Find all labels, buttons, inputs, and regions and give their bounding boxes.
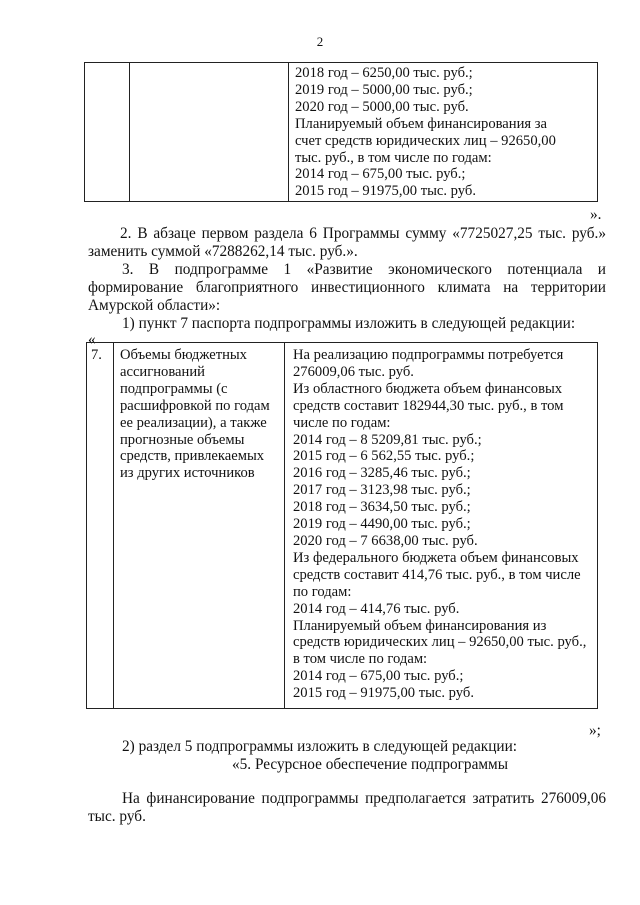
text-line: Планируемый объем финансирования за (295, 115, 548, 132)
label-line: прогнозные объемы (120, 431, 245, 448)
label-line: средств, привлекаемых (120, 448, 265, 465)
final-paragraph-line-2: тыс. руб. (88, 808, 146, 825)
text-line: 2020 год – 5000,00 тыс. руб. (295, 98, 469, 115)
content-line: На реализацию подпрограммы потребуется (293, 347, 564, 363)
content-line: 2020 год – 7 6638,00 тыс. руб. (293, 532, 478, 549)
content-line: средств составит 414,76 тыс. руб., в том числе (293, 566, 581, 583)
closing-quote: ». (590, 206, 602, 223)
item-2: 2) раздел 5 подпрограммы изложить в следующей редакции: (122, 738, 518, 755)
closing-quote: »; (589, 722, 601, 739)
row-label (114, 343, 285, 709)
section-title: «5. Ресурсное обеспечение подпрограммы (232, 756, 508, 773)
text-line: 2014 год – 675,00 тыс. руб.; (295, 166, 466, 183)
content-line: Из областного бюджета объем финансовых (293, 380, 563, 397)
funding-table-continued (84, 62, 598, 202)
table-cell-empty (85, 63, 130, 202)
text-line: 2015 год – 91975,00 тыс. руб. (295, 183, 476, 200)
label-line: ее реализации), а также (120, 414, 267, 431)
paragraph-3-line-1: 3. В подпрограмме 1 «Развитие экономического потенциала и (122, 261, 606, 278)
row-number (87, 343, 114, 709)
text-line: счет средств юридических лиц – 92650,00 (295, 132, 556, 149)
paragraph-3-line-3: Амурской области»: (88, 297, 221, 314)
final-paragraph-line-1: На финансирование подпрограммы предполагается затратить 276009,06 (122, 790, 606, 807)
label-line: из других источников (120, 465, 255, 482)
paragraph-3-line-2: формирование благоприятного инвестиционного климата на территории (88, 279, 606, 296)
item-1: 1) пункт 7 паспорта подпрограммы изложить в следующей редакции: (122, 315, 576, 332)
content-line: 2014 год – 8 5209,81 тыс. руб.; (293, 431, 482, 448)
content-line: Из федерального бюджета объем финансовых (293, 549, 579, 566)
label-line: подпрограммы (с (120, 380, 228, 397)
text-line: 2019 год – 5000,00 тыс. руб.; (295, 81, 473, 98)
row-content (285, 343, 598, 709)
content-line: средств составит 182944,30 тыс. руб., в том (293, 397, 564, 414)
content-line: числе по годам: (293, 414, 391, 431)
content-line: средств юридических лиц – 92650,00 тыс. руб., (293, 634, 587, 651)
table-cell-funding (289, 63, 598, 202)
page-number: 2 (316, 34, 324, 49)
paragraph-2-line-2: заменить суммой «7288262,14 тыс. руб.». (88, 243, 358, 260)
label-line: Объемы бюджетных (120, 347, 247, 363)
opening-quote: « (88, 331, 96, 348)
row-number-text: 7. (91, 347, 102, 363)
content-line: 2017 год – 3123,98 тыс. руб.; (293, 482, 471, 499)
content-line: 2016 год – 3285,46 тыс. руб.; (293, 465, 471, 482)
content-line: 2019 год – 4490,00 тыс. руб.; (293, 516, 471, 533)
table-cell-empty (130, 63, 289, 202)
content-line: Планируемый объем финансирования из (293, 617, 547, 634)
content-line: в том числе по годам: (293, 651, 428, 668)
content-line: 2018 год – 3634,50 тыс. руб.; (293, 499, 471, 516)
content-line: 2015 год – 91975,00 тыс. руб. (293, 685, 474, 702)
text-line: тыс. руб., в том числе по годам: (295, 149, 492, 166)
content-line: 2014 год – 675,00 тыс. руб.; (293, 668, 464, 685)
label-line: ассигнований (120, 363, 205, 380)
text-line: 2018 год – 6250,00 тыс. руб.; (295, 65, 473, 81)
content-line: 2015 год – 6 562,55 тыс. руб.; (293, 448, 475, 465)
label-line: расшифровкой по годам (120, 397, 270, 414)
paragraph-2-line-1: 2. В абзаце первом раздела 6 Программы сумму «7725027,25 тыс. руб.» (120, 225, 606, 242)
content-line: 276009,06 тыс. руб. (293, 363, 414, 380)
content-line: по годам: (293, 583, 352, 600)
passport-table (86, 342, 598, 709)
content-line: 2014 год – 414,76 тыс. руб. (293, 600, 460, 617)
